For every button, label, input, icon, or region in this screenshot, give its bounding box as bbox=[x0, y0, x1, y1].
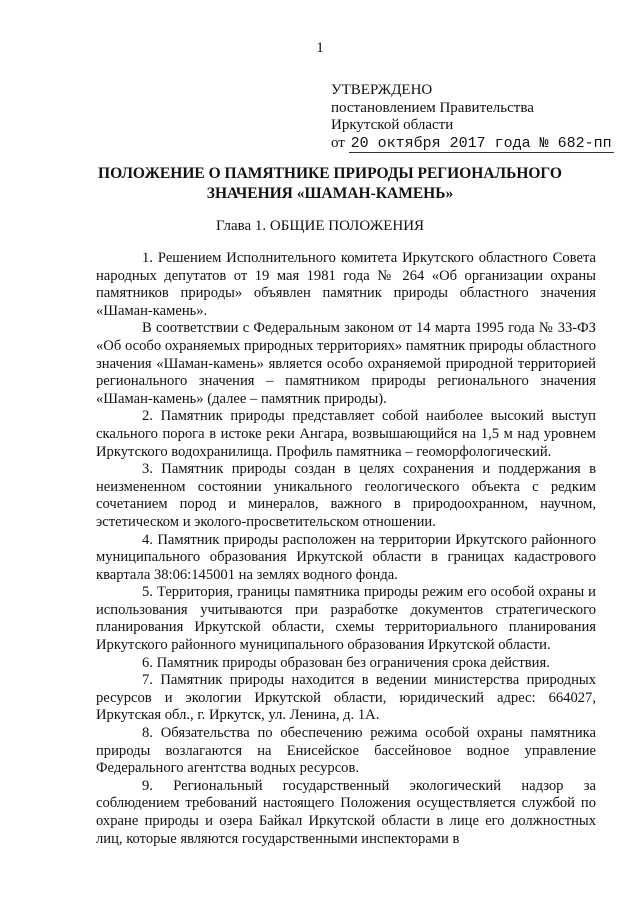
paragraph-4: 4. Памятник природы расположен на территории Иркутского районного муниципального образования Иркутской области в границах кадастрового квартала 38:06:145001 на землях водного фонда. bbox=[96, 531, 596, 583]
document-title bbox=[60, 164, 600, 203]
paragraph-6: 6. Памятник природы образован без ограничения срока действия. bbox=[142, 654, 550, 671]
document-body bbox=[96, 250, 596, 848]
document-title-line-1: ПОЛОЖЕНИЕ О ПАМЯТНИКЕ ПРИРОДЫ РЕГИОНАЛЬНОГО bbox=[98, 165, 562, 182]
approval-date-row bbox=[331, 135, 614, 153]
paragraph-8: 8. Обязательства по обеспечению режима особой охраны памятника природы возлагаются на Енисейское бассейновое водное управление Федерального агентства водных ресурсов. bbox=[96, 725, 596, 777]
approval-date-prefix: от bbox=[331, 134, 345, 151]
document-title-line-2: ЗНАЧЕНИЯ «ШАМАН-КАМЕНЬ» bbox=[206, 184, 454, 202]
paragraph-1-continued: В соответствии с Федеральным законом от 14 марта 1995 года № 33-ФЗ «Об особо охраняемых природных территориях» памятник природы областного значения «Шаман-камень» является особо охраняемой природной территорией регионального значения – памятником природы регионального значения «Шаман-камень» (далее – памятник природы). bbox=[96, 320, 596, 407]
approval-region: Иркутской области bbox=[331, 117, 454, 133]
paragraph-9: 9. Региональный государственный экологический надзор за соблюдением требований настоящего Положения осуществляется службой по охране природы и озера Байкал Иркутской области в лице его должностных лиц, которые являются государственными инспекторами в bbox=[96, 777, 596, 847]
approval-authority: постановлением Правительства bbox=[331, 99, 534, 116]
paragraph-3: 3. Памятник природы создан в целях сохранения и поддержания в неизмененном состоянии уникального геологического объекта с редким сочетанием пород и минералов, важного в природоохранном, научном, эстетическом и эколого-просветительском отношении. bbox=[96, 461, 596, 530]
paragraph-2: 2. Памятник природы представляет собой наиболее высокий выступ скального порога в истоке реки Ангара, возвышающийся на 1,5 м над уровнем Иркутского водохранилища. Профиль памятника – геоморфологический. bbox=[96, 408, 596, 460]
chapter-heading: Глава 1. ОБЩИЕ ПОЛОЖЕНИЯ bbox=[215, 218, 425, 234]
approval-label: УТВЕРЖДЕНО bbox=[331, 82, 433, 98]
paragraph-1: 1. Решением Исполнительного комитета Иркутского областного Совета народных депутатов от 19 мая 1981 года № 264 «Об организации охраны памятников природы» объявлен памятник природы областного значения «Шаман-камень». bbox=[96, 250, 596, 319]
paragraph-5: 5. Территория, границы памятника природы режим его особой охраны и использования учитываются при разработке документов стратегического планирования Иркутской области, схемы территориального планирования Иркутского районного муниципального образования Иркутской области. bbox=[96, 584, 596, 654]
approval-date-stamp: 20 октября 2017 года № 682-пп bbox=[350, 134, 612, 152]
paragraph-7: 7. Памятник природы находится в ведении министерства природных ресурсов и экологии Иркутской области, юридический адрес: 664027, Иркутская обл., г. Иркутск, ул. Ленина, д. 1А. bbox=[96, 672, 596, 724]
page-number: 1 bbox=[316, 40, 324, 56]
approval-block bbox=[331, 82, 614, 152]
